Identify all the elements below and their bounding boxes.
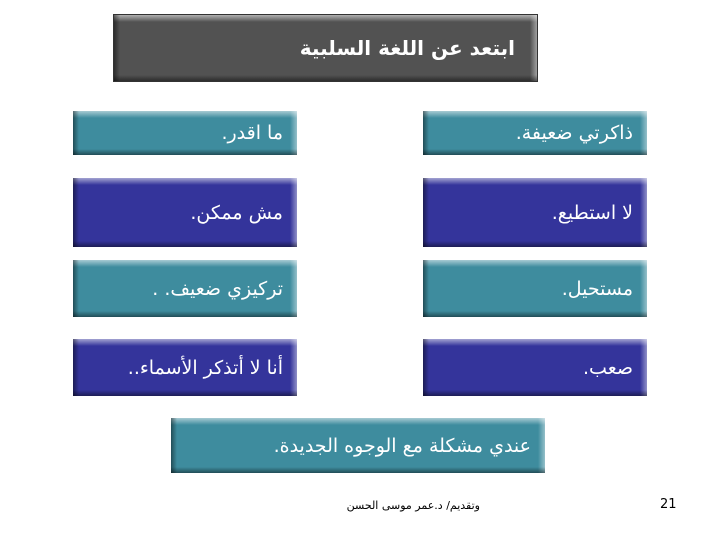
phrase-box-bottom <box>171 418 545 473</box>
phrase-box-left-3 <box>73 260 297 317</box>
phrase-box-right-4 <box>423 339 647 396</box>
phrase-box-right-3 <box>423 260 647 317</box>
phrase-box-left-4 <box>73 339 297 396</box>
footer-credit: وتقديم/ د.عمر موسى الحسن <box>346 499 480 512</box>
slide-title-text: ابتعد عن اللغة السلبية <box>299 36 515 60</box>
phrase-text: أنا لا أتذكر الأسماء.. <box>127 356 283 379</box>
phrase-text: مستحيل. <box>561 277 633 300</box>
phrase-text: عندي مشكلة مع الوجوه الجديدة. <box>273 434 531 457</box>
phrase-box-right-2 <box>423 178 647 247</box>
slide-title <box>113 14 538 82</box>
phrase-text: تركيزي ضعيف. . <box>152 277 283 300</box>
phrase-text: صعب. <box>583 356 633 379</box>
phrase-text: مش ممكن. <box>190 201 283 224</box>
phrase-text: ذاكرتي ضعيفة. <box>515 122 633 144</box>
phrase-text: ما اقدر. <box>221 122 283 144</box>
phrase-box-left-2 <box>73 178 297 247</box>
phrase-text: لا استطيع. <box>551 201 633 224</box>
phrase-box-left-1 <box>73 111 297 155</box>
page-number: 21 <box>660 497 677 512</box>
phrase-box-right-1 <box>423 111 647 155</box>
